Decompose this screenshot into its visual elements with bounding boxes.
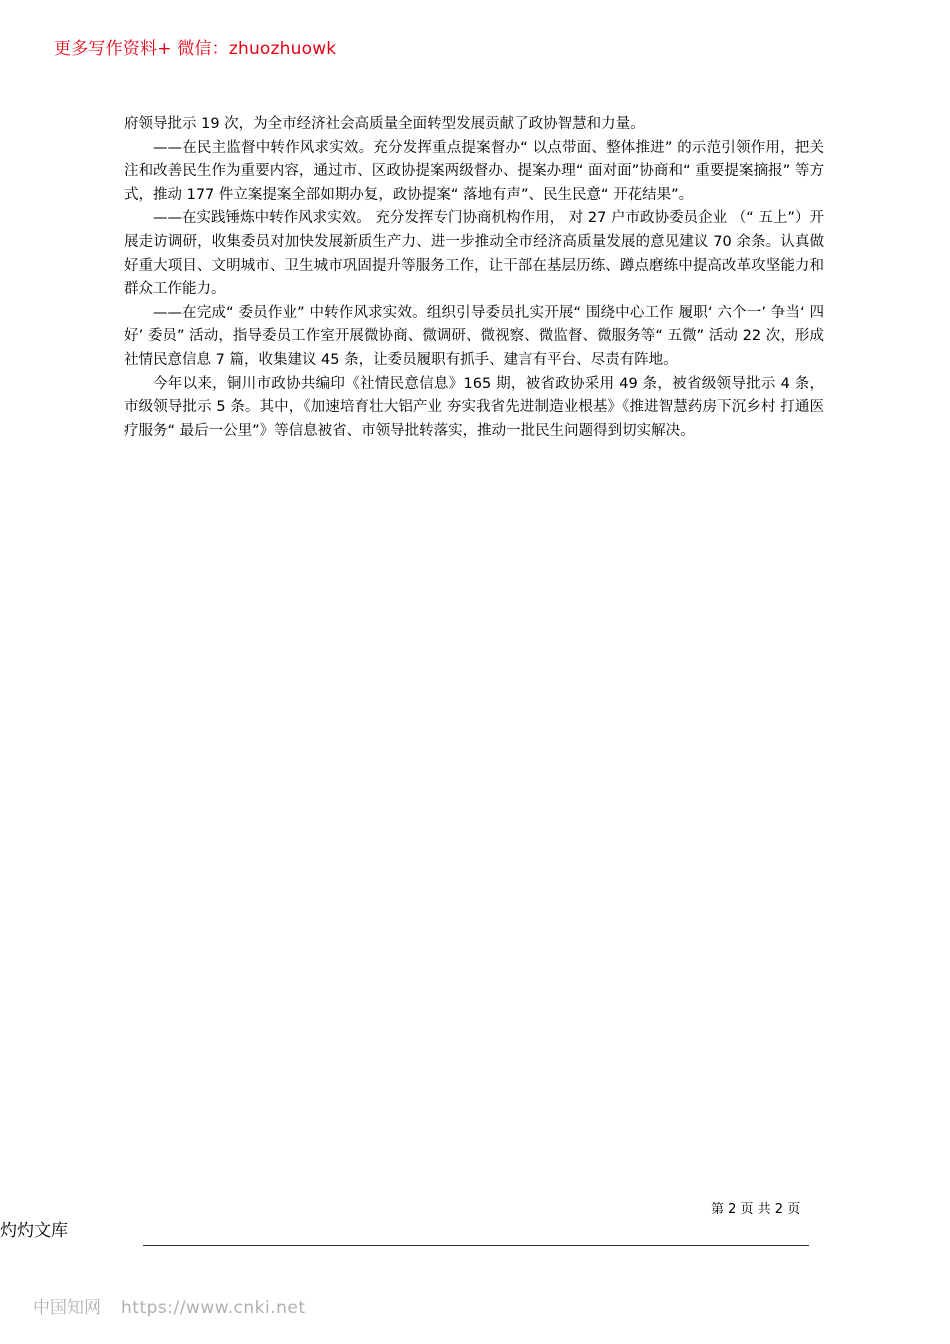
paragraph-democratic-supervision: ——在民主监督中转作风求实效。充分发挥重点提案督办“ 以点带面、整体推进” 的示范引领作用，把关注和改善民生作为重要内容，通过市、区政协提案两级督办、提案办理“ 面对面”协商和“ 重要提案摘报” 等方式，推动 177 件立案提案全部如期办复，政协提案“ 落地有声”、民生民意“ 开花结果”。 xyxy=(124,139,824,203)
paragraph-member-homework: ——在完成“ 委员作业” 中转作风求实效。组织引导委员扎实开展“ 围绕中心工作 履职‘ 六个一’ 争当‘ 四好’ 委员” 活动，指导委员工作室开展微协商、微调研、微视察、微监督、微服务等“ 五微” 活动 22 次，形成社情民意信息 7 篇，收集建议 45 条，让委员履职有抓手、建言有平台、尽责有阵地。 xyxy=(124,304,824,368)
watermark-site-name: 中国知网 xyxy=(33,1298,101,1318)
watermark xyxy=(33,1293,305,1318)
library-name: 灼灼文库 xyxy=(0,1221,68,1241)
footer-divider xyxy=(143,1245,809,1246)
promo-header-text: 更多写作资料+ 微信：zhuozhuowk xyxy=(54,39,337,59)
document-body xyxy=(124,113,824,443)
watermark-url: https://www.cnki.net xyxy=(121,1298,306,1318)
paragraph-practice-tempering: ——在实践锤炼中转作风求实效。 充分发挥专门协商机构作用， 对 27 户市政协委员企业 （“ 五上”）开展走访调研，收集委员对加快发展新质生产力、进一步推动全市经济高质量发展的意见建议 70 余条。认真做好重大项目、文明城市、卫生城市巩固提升等服务工作，让干部在基层历练、蹲点磨练中提高改革攻坚能力和群众工作能力。 xyxy=(124,210,824,298)
paragraph-public-opinion-info: 今年以来，铜川市政协共编印《社情民意信息》165 期，被省政协采用 49 条，被省级领导批示 4 条，市级领导批示 5 条。其中，《加速培育壮大铝产业 夯实我省先进制造业根基》《推进智慧药房下沉乡村 打通医疗服务“ 最后一公里”》等信息被省、市领导批转落实，推动一批民生问题得到切实解决。 xyxy=(124,375,824,439)
paragraph-continuation: 府领导批示 19 次，为全市经济社会高质量全面转型发展贡献了政协智慧和力量。 xyxy=(124,116,645,132)
page-number: 第 2 页 共 2 页 xyxy=(711,1202,801,1217)
